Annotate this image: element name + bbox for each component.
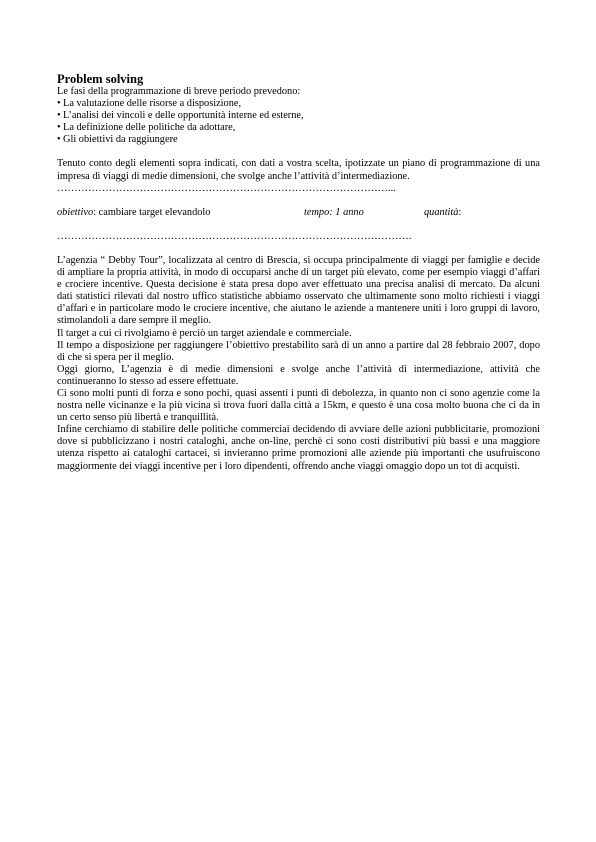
task-text: Tenuto conto degli elementi sopra indicati, con dati a vostra scelta, ipotizzate un piano di programmazione di una impresa di viaggi di medie dimensioni, che svolge anche l’attività d’intermediazione.	[57, 158, 540, 182]
list-item: • La definizione delle politiche da adottare,	[57, 122, 236, 134]
quantity-label: quantità	[424, 206, 459, 218]
phases-list	[57, 98, 540, 146]
time-label: tempo: 1 anno	[304, 206, 364, 218]
bullet-icon: •	[57, 98, 61, 110]
body-paragraph: Ci sono molti punti di forza e sono pochi, quasi assenti i punti di debolezza, in quanto non ci sono agenzie come la nostra nelle vicinanze e la più vicina si trova fuori dalla città a 15km, e questo è una cosa molto buona che ci da in un certo senso più libertà e tranquillità.	[57, 387, 540, 424]
list-item: • La valutazione delle risorse a disposizione,	[57, 98, 242, 110]
body-paragraph: Il target a cui ci rivolgiamo è perciò un target aziendale e commerciale.	[57, 327, 352, 339]
list-item: • L’analisi dei vincoli e delle opportunità interne ed esterne,	[57, 110, 304, 122]
dotted-line: ………………………………………………………………………………………….	[57, 230, 412, 242]
intro-text: Le fasi della programmazione di breve periodo prevedono:	[57, 86, 301, 97]
bullet-icon: •	[57, 110, 61, 122]
body-paragraph: Il tempo a disposizione per raggiungere l’obiettivo prestabilito sarà di un anno a partire dal 28 febbraio 2007, dopo di che si spera per il meglio.	[57, 339, 540, 363]
document-title: Problem solving	[57, 72, 144, 86]
objective-value: : cambiare target elevandolo	[93, 206, 211, 218]
bullet-icon: •	[57, 134, 61, 146]
body-paragraph: L’agenzia “ Debby Tour”, localizzata al centro di Brescia, si occupa principalmente di viaggi per famiglie e decide di ampliare la propria attività, in modo di occuparsi anche di un target più elevato, come per esempio viaggi d’affari e crociere incentive. Questa decisione è stata presa dopo aver effettuato una precisa analisi di mercato. Da alcuni dati statistici rilevati dal nostro uffico statistiche abbiamo osservato che ultimamente sono molto richiesti i viaggi d’affari e in particolare modo le crociere incentive, che aiutano le aziende a mantenere uniti i loro gruppi di lavoro, stimolandoli a dare sempre il meglio.	[57, 254, 540, 327]
objective-row: obiettivo: cambiare target elevandolo tempo: 1 anno quantità:	[57, 206, 462, 218]
body-paragraph: Infine cerchiamo di stabilire delle politiche commerciai decidendo di avviare delle azioni pubblicitarie, promozioni dove si pubblicizzano i nostri cataloghi, anche on-line, perchè ci sono costi distributivi più bassi e una maggiore utenza rispetto ai cataloghi cartacei, si invieranno prime promozioni alle aziende più importanti che usufruiscono maggiormente dei viaggi incentive per i loro dipendenti, offrendo anche viaggi omaggio dopo un tot di acquisti.	[57, 424, 540, 472]
objective-label: obiettivo	[57, 206, 94, 218]
body-paragraph: Oggi giorno, L’agenzia è di medie dimensioni e svolge anche l’attività di intermediazione, attività che continueranno lo stesso ad essere effettuate.	[57, 363, 540, 387]
dotted-line: ……………………………………………………………………………………...	[57, 182, 396, 194]
bullet-icon: •	[57, 122, 61, 134]
list-item: • Gli obiettivi da raggiungere	[57, 134, 178, 146]
